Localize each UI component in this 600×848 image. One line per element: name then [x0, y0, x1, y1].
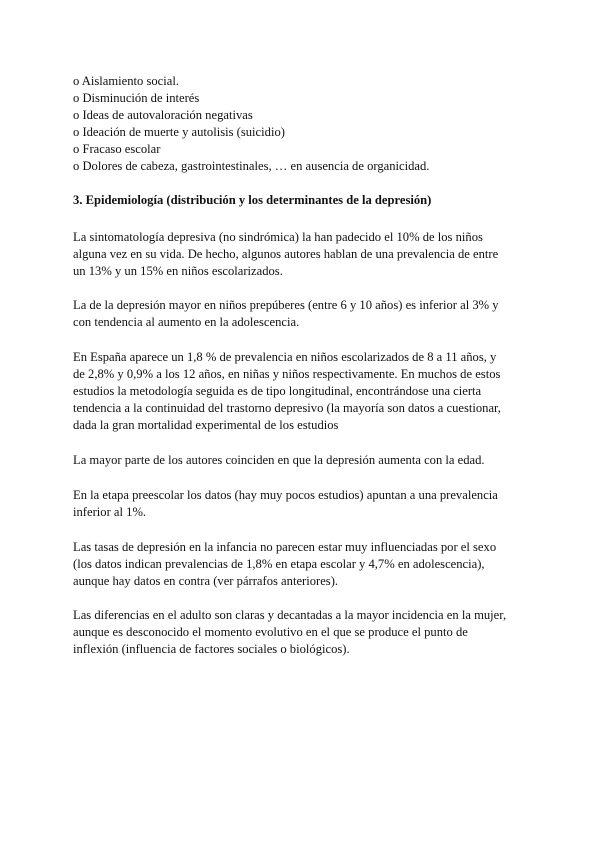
text-line: (los datos indican prevalencias de 1,8% en etapa escolar y 4,7% en adolescencia), [73, 557, 485, 571]
text-line: La mayor parte de los autores coinciden en que la depresión aumenta con la edad. [73, 453, 485, 467]
paragraph-preschool [73, 487, 533, 521]
text-line: dada la gran mortalidad experimental de los estudios [73, 418, 339, 432]
list-item: o Ideas de autovaloración negativas [73, 108, 253, 122]
text-line: En la etapa preescolar los datos (hay muy pocos estudios) apuntan a una prevalencia [73, 488, 498, 502]
paragraph-symptomatology [73, 229, 533, 280]
paragraph-spain [73, 349, 533, 434]
text-line: inflexión (influencia de factores sociales o biológicos). [73, 642, 350, 656]
paragraph-age [73, 452, 533, 469]
section-heading: 3. Epidemiología (distribución y los determinantes de la depresión) [73, 193, 432, 207]
text-line: de 2,8% y 0,9% a los 12 años, en niñas y niños respectivamente. En muchos de estos [73, 367, 501, 381]
list-item: o Ideación de muerte y autolisis (suicidio) [73, 125, 285, 139]
text-line: Las tasas de depresión en la infancia no parecen estar muy influenciadas por el sexo [73, 540, 497, 554]
text-line: aunque es desconocido el momento evolutivo en el que se produce el punto de [73, 625, 468, 639]
text-line: Las diferencias en el adulto son claras y decantadas a la mayor incidencia en la mujer, [73, 608, 507, 622]
text-line: tendencia a la continuidad del trastorno depresivo (la mayoría son datos a cuestionar, [73, 401, 501, 415]
text-line: un 13% y un 15% en niños escolarizados. [73, 264, 283, 278]
list-item: o Dolores de cabeza, gastrointestinales, … en ausencia de organicidad. [73, 159, 430, 173]
list-item: o Disminución de interés [73, 91, 200, 105]
text-line: estudios la metodología seguida es de tipo longitudinal, encontrándose una cierta [73, 384, 482, 398]
paragraph-adults [73, 607, 533, 658]
text-line: aunque hay datos en contra (ver párrafos anteriores). [73, 574, 339, 588]
text-line: alguna vez en su vida. De hecho, algunos autores hablan de una prevalencia de entre [73, 247, 499, 261]
list-item: o Aislamiento social. [73, 74, 179, 88]
list-item: o Fracaso escolar [73, 142, 161, 156]
symptom-list [73, 73, 533, 175]
text-line: inferior al 1%. [73, 505, 147, 519]
paragraph-major-depression [73, 297, 533, 331]
text-line: con tendencia al aumento en la adolescencia. [73, 315, 300, 329]
paragraph-sex [73, 539, 533, 590]
text-line: La sintomatología depresiva (no sindrómica) la han padecido el 10% de los niños [73, 230, 483, 244]
text-line: La de la depresión mayor en niños prepúberes (entre 6 y 10 años) es inferior al 3% y [73, 298, 499, 312]
text-line: En España aparece un 1,8 % de prevalencia en niños escolarizados de 8 a 11 años, y [73, 350, 497, 364]
